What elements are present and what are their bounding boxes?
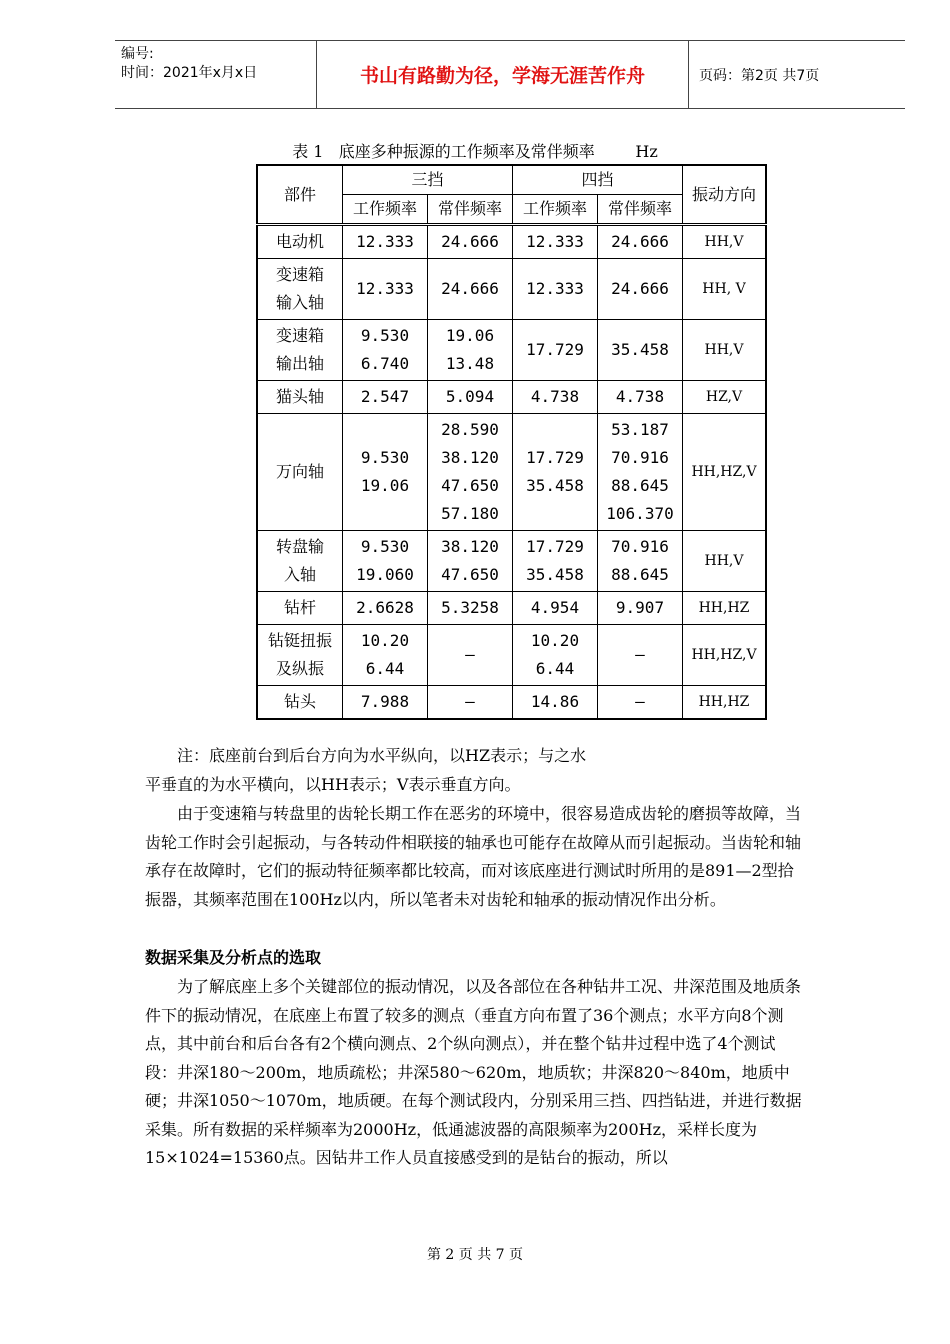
direction-cell: HH,V (683, 531, 767, 592)
header-g3-accomp: 常伴频率 (428, 195, 513, 225)
time-label: 时间：2021年x月x日 (121, 65, 258, 81)
gear3-work-cell (343, 531, 428, 592)
cell-line: 猫头轴 (275, 387, 324, 406)
table-caption: 表 1 底座多种振源的工作频率及常伴频率 Hz (292, 142, 658, 161)
header-g4-accomp: 常伴频率 (598, 195, 683, 225)
cell-line: 70.916 (611, 537, 669, 556)
gear4-accomp-cell (598, 414, 683, 531)
gear4-accomp-cell (598, 381, 683, 414)
cell-line: 5.3258 (441, 598, 499, 617)
gear3-work-cell (343, 686, 428, 720)
cell-line: 12.333 (356, 232, 414, 251)
gear3-accomp-cell (428, 531, 513, 592)
cell-line: 24.666 (441, 232, 499, 251)
part-cell (257, 225, 343, 259)
cell-line: 变速箱 (275, 265, 324, 284)
table-row (257, 592, 766, 625)
gear3-accomp-cell (428, 320, 513, 381)
cell-line: 53.187 (611, 420, 669, 439)
cell-line: 106.370 (606, 504, 674, 523)
cell-line: 6.740 (360, 354, 410, 373)
table-row (257, 259, 766, 320)
cell-line: 9.530 (360, 448, 410, 467)
cell-line: 24.666 (441, 279, 499, 298)
cell-line: 14.86 (530, 692, 580, 711)
cell-line: 钻铤扭振 (267, 631, 332, 650)
cell-line: 5.094 (445, 387, 495, 406)
cell-line: 19.06 (360, 476, 410, 495)
part-cell (257, 625, 343, 686)
cell-line: 10.20 (360, 631, 410, 650)
cell-line: — (635, 645, 645, 664)
frequency-table (256, 164, 767, 720)
table-note (145, 742, 805, 799)
table-row (257, 225, 766, 259)
gear4-work-cell (513, 531, 598, 592)
cell-line: 70.916 (611, 448, 669, 467)
table-row (257, 320, 766, 381)
cell-line: 6.44 (365, 659, 405, 678)
cell-line: 12.333 (526, 232, 584, 251)
cell-line: 38.120 (441, 448, 499, 467)
gear4-accomp-cell (598, 320, 683, 381)
cell-line: 12.333 (356, 279, 414, 298)
cell-line: 2.547 (360, 387, 410, 406)
gear3-accomp-cell (428, 225, 513, 259)
cell-line: 钻杆 (283, 598, 316, 617)
paragraph-2: 为了解底座上多个关键部位的振动情况，以及各部位在各种钻井工况、井深范围及地质条件下的振动情况，在底座上布置了较多的测点（垂直方向布置了36个测点；水平方向8个测点，其中前台和后台各有2个横向测点、2个纵向测点），并在整个钻井过程中选了4个测试段：井深180～200m，地质疏松；井深580～620m，地质软；井深820～840m，地质中硬；井深1050～1070m，地质硬。在每个测试段内，分别采用三挡、四挡钻进，并进行数据采集。所有数据的采样频率为2000Hz，低通滤波器的高限频率为200Hz，采样长度为15×1024=15360点。因钻井工作人员直接感受到的是钻台的振动，所以 (145, 977, 802, 1167)
cell-line: 7.988 (360, 692, 410, 711)
direction-cell: HH,HZ,V (683, 414, 767, 531)
cell-line: 4.738 (530, 387, 580, 406)
cell-line: — (465, 645, 475, 664)
cell-line: 19.06 (445, 326, 495, 345)
cell-line: 9.530 (360, 537, 410, 556)
page-header (115, 40, 905, 109)
cell-line: 9.907 (615, 598, 665, 617)
code-label: 编号: (121, 46, 154, 62)
cell-line: 4.738 (615, 387, 665, 406)
gear3-accomp-cell (428, 625, 513, 686)
section-heading: 数据采集及分析点的选取 (145, 948, 322, 967)
gear4-work-cell (513, 414, 598, 531)
cell-line: 17.729 (526, 537, 584, 556)
cell-line: 24.666 (611, 232, 669, 251)
direction-cell: HZ,V (683, 381, 767, 414)
note-line-2: 平垂直的为水平横向，以HH表示；V表示垂直方向。 (145, 774, 521, 794)
direction-cell: HH,V (683, 225, 767, 259)
part-cell (257, 686, 343, 720)
gear4-accomp-cell (598, 531, 683, 592)
cell-line: 17.729 (526, 448, 584, 467)
direction-cell: HH,HZ,V (683, 625, 767, 686)
cell-line: 47.650 (441, 565, 499, 584)
cell-line: 输入轴 (275, 293, 324, 312)
header-meta (115, 41, 316, 108)
gear3-work-cell (343, 225, 428, 259)
part-cell (257, 592, 343, 625)
gear4-work-cell (513, 686, 598, 720)
gear3-accomp-cell (428, 381, 513, 414)
header-g4-work: 工作频率 (513, 195, 598, 225)
cell-line: 35.458 (611, 340, 669, 359)
gear4-work-cell (513, 592, 598, 625)
gear3-accomp-cell (428, 592, 513, 625)
header-part: 部件 (257, 165, 343, 225)
gear4-accomp-cell (598, 686, 683, 720)
cell-line: 88.645 (611, 476, 669, 495)
cell-line: 入轴 (283, 565, 316, 584)
header-g3-work: 工作频率 (343, 195, 428, 225)
cell-line: 输出轴 (275, 354, 324, 373)
cell-line: 万向轴 (275, 462, 324, 481)
cell-line: 35.458 (526, 565, 584, 584)
part-cell (257, 259, 343, 320)
gear3-work-cell (343, 625, 428, 686)
cell-line: 12.333 (526, 279, 584, 298)
direction-cell: HH, V (683, 259, 767, 320)
gear3-work-cell (343, 259, 428, 320)
table-row (257, 381, 766, 414)
page-footer: 第 2 页 共 7 页 (426, 1247, 524, 1263)
gear4-work-cell (513, 225, 598, 259)
gear3-work-cell (343, 381, 428, 414)
cell-line: 47.650 (441, 476, 499, 495)
cell-line: 2.6628 (356, 598, 414, 617)
cell-line: 变速箱 (275, 326, 324, 345)
direction-cell: HH,HZ (683, 592, 767, 625)
paragraph-1: 由于变速箱与转盘里的齿轮长期工作在恶劣的环境中，很容易造成齿轮的磨损等故障，当齿轮工作时会引起振动，与各转动件相联接的轴承也可能存在故障从而引起振动。当齿轮和轴承存在故障时，它们的振动特征频率都比较高，而对该底座进行测试时所用的是891—2型拾振器，其频率范围在100Hz以内，所以笔者未对齿轮和轴承的振动情况作出分析。 (145, 804, 802, 909)
direction-cell: HH,V (683, 320, 767, 381)
gear4-accomp-cell (598, 259, 683, 320)
header-gear4: 四挡 (513, 165, 683, 195)
table-row (257, 531, 766, 592)
gear4-work-cell (513, 625, 598, 686)
cell-line: 及纵振 (275, 659, 324, 678)
table-header-row (257, 165, 766, 195)
gear3-work-cell (343, 414, 428, 531)
gear4-accomp-cell (598, 225, 683, 259)
gear4-accomp-cell (598, 625, 683, 686)
table-row (257, 625, 766, 686)
gear3-work-cell (343, 320, 428, 381)
cell-line: 28.590 (441, 420, 499, 439)
cell-line: 4.954 (530, 598, 580, 617)
cell-line: 电动机 (275, 232, 324, 251)
direction-cell: HH,HZ (683, 686, 767, 720)
cell-line: 10.20 (530, 631, 580, 650)
header-motto: 书山有路勤为径，学海无涯苦作舟 (316, 41, 689, 108)
gear4-accomp-cell (598, 592, 683, 625)
cell-line: 24.666 (611, 279, 669, 298)
cell-line: 17.729 (526, 340, 584, 359)
cell-line: 35.458 (526, 476, 584, 495)
part-cell (257, 414, 343, 531)
cell-line: 钻头 (283, 692, 316, 711)
gear4-work-cell (513, 320, 598, 381)
cell-line: — (635, 692, 645, 711)
gear3-accomp-cell (428, 414, 513, 531)
cell-line: 88.645 (611, 565, 669, 584)
table-row (257, 686, 766, 720)
cell-line: 38.120 (441, 537, 499, 556)
header-direction: 振动方向 (683, 165, 767, 225)
cell-line: 转盘输 (275, 537, 324, 556)
gear4-work-cell (513, 381, 598, 414)
note-line-1: 注：底座前台到后台方向为水平纵向，以HZ表示；与之水 (177, 746, 587, 765)
gear4-work-cell (513, 259, 598, 320)
gear3-accomp-cell (428, 686, 513, 720)
cell-line: 9.530 (360, 326, 410, 345)
gear3-accomp-cell (428, 259, 513, 320)
header-gear3: 三挡 (343, 165, 513, 195)
cell-line: 57.180 (441, 504, 499, 523)
header-page-label: 页码：第2页 共7页 (699, 67, 820, 84)
cell-line: 13.48 (445, 354, 495, 373)
table-row (257, 414, 766, 531)
cell-line: 6.44 (535, 659, 575, 678)
part-cell (257, 320, 343, 381)
cell-line: 19.060 (356, 565, 414, 584)
gear3-work-cell (343, 592, 428, 625)
part-cell (257, 381, 343, 414)
part-cell (257, 531, 343, 592)
cell-line: — (465, 692, 475, 711)
